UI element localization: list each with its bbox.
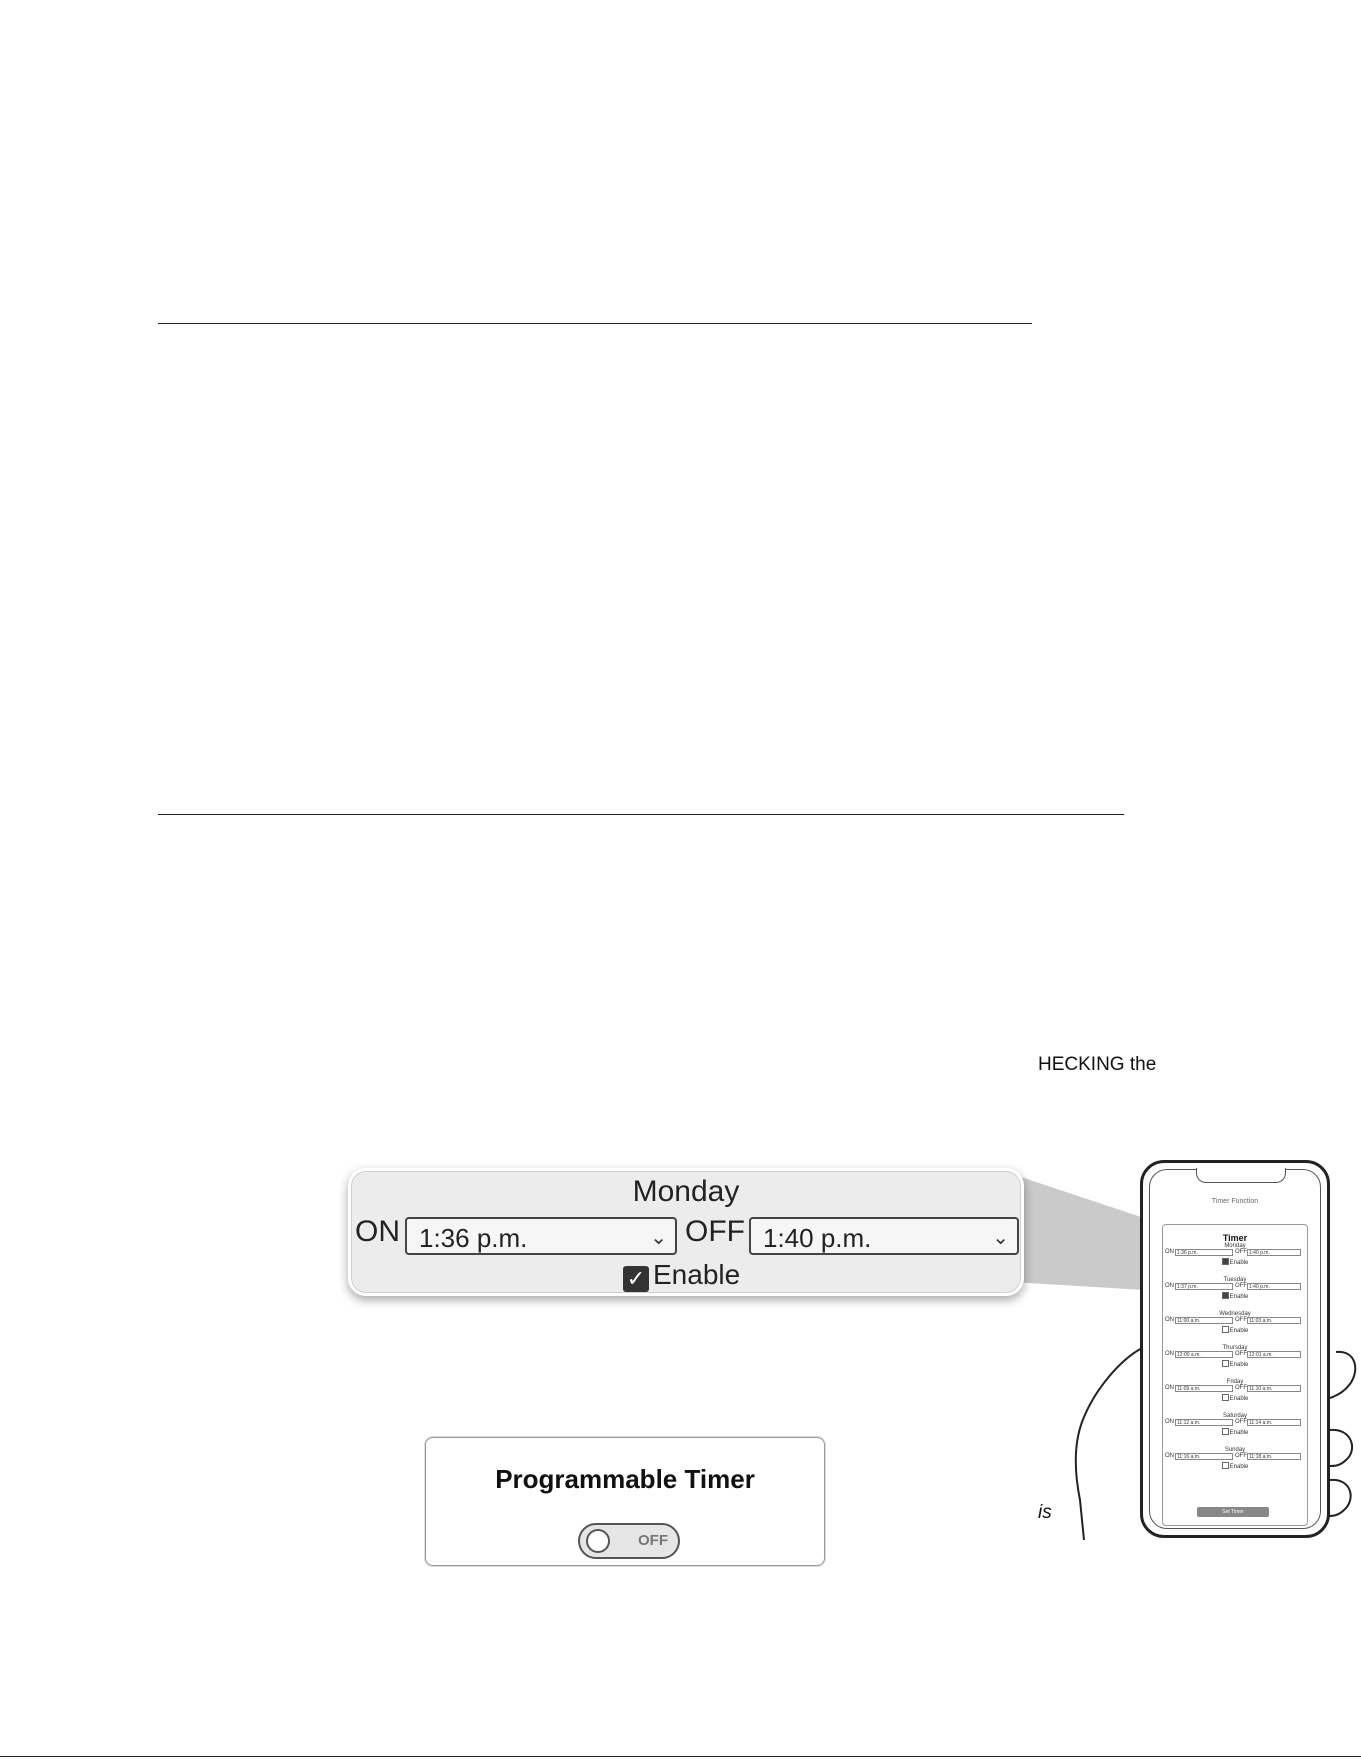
- day-row: [1163, 1419, 1307, 1428]
- phone-panel-title: Timer: [1222, 1233, 1248, 1243]
- toggle-state-label: OFF: [638, 1532, 668, 1549]
- enable-row[interactable]: [1163, 1462, 1307, 1470]
- checkbox-icon[interactable]: [1222, 1462, 1229, 1469]
- on-select[interactable]: 11:16 a.m.: [1175, 1453, 1233, 1460]
- off-select[interactable]: 12:01 a.m.: [1247, 1351, 1301, 1358]
- off-select[interactable]: 11:10 a.m.: [1247, 1385, 1301, 1392]
- off-label: OFF: [1235, 1283, 1247, 1289]
- callout-on-label: ON: [355, 1215, 400, 1248]
- on-label: ON: [1165, 1249, 1174, 1255]
- off-select[interactable]: 1:40 p.m.: [1247, 1283, 1301, 1290]
- phone-timer-panel: [1162, 1224, 1308, 1526]
- day-row: [1163, 1283, 1307, 1292]
- day-row: [1163, 1385, 1307, 1394]
- monday-callout: [348, 1168, 1024, 1296]
- phone-day-sunday: [1163, 1447, 1307, 1481]
- callout-enable-row[interactable]: [623, 1259, 740, 1292]
- checkbox-icon[interactable]: [1222, 1360, 1229, 1367]
- programmable-timer-title: Programmable Timer: [495, 1464, 755, 1494]
- callout-on-select[interactable]: [405, 1217, 677, 1255]
- day-name: Monday: [1224, 1243, 1246, 1249]
- off-select[interactable]: 11:14 a.m.: [1247, 1419, 1301, 1426]
- chevron-down-icon: ⌄: [650, 1227, 667, 1249]
- enable-row[interactable]: [1163, 1360, 1307, 1368]
- phone-day-saturday: [1163, 1413, 1307, 1447]
- programmable-timer-card: [425, 1437, 825, 1566]
- enable-label: Enable: [1229, 1362, 1249, 1368]
- phone-day-wednesday: [1163, 1311, 1307, 1345]
- enable-row[interactable]: [1163, 1428, 1307, 1436]
- is-text-fragment: is: [1038, 1502, 1052, 1523]
- off-label: OFF: [1235, 1453, 1247, 1459]
- day-name: Friday: [1226, 1379, 1244, 1385]
- on-label: ON: [1165, 1453, 1174, 1459]
- enable-label: Enable: [1229, 1396, 1249, 1402]
- enable-label: Enable: [1229, 1294, 1249, 1300]
- day-row: [1163, 1249, 1307, 1258]
- checking-text-fragment: HECKING the: [1038, 1054, 1157, 1075]
- on-select[interactable]: 1:36 p.m.: [1175, 1249, 1233, 1256]
- day-name: Saturday: [1222, 1413, 1247, 1419]
- off-label: OFF: [1235, 1351, 1247, 1357]
- checkbox-checked-icon[interactable]: [1222, 1292, 1229, 1299]
- off-label: OFF: [1235, 1419, 1247, 1425]
- checkbox-checked-icon[interactable]: [1222, 1258, 1229, 1265]
- on-label: ON: [1165, 1419, 1174, 1425]
- off-label: OFF: [1235, 1385, 1247, 1391]
- chevron-down-icon: ⌄: [992, 1227, 1009, 1249]
- on-select[interactable]: 11:00 a.m.: [1175, 1317, 1233, 1324]
- off-label: OFF: [1235, 1317, 1247, 1323]
- on-label: ON: [1165, 1385, 1174, 1391]
- on-label: ON: [1165, 1351, 1174, 1357]
- phone-screen: [1149, 1169, 1321, 1529]
- day-name: Tuesday: [1223, 1277, 1247, 1283]
- on-select[interactable]: 12:00 a.m.: [1175, 1351, 1233, 1358]
- phone-notch: [1196, 1168, 1286, 1183]
- day-row: [1163, 1453, 1307, 1462]
- callout-day-label: Monday: [632, 1175, 740, 1208]
- callout-off-label: OFF: [685, 1215, 745, 1248]
- enable-label: Enable: [1229, 1260, 1249, 1266]
- off-select[interactable]: 1:40 p.m.: [1247, 1249, 1301, 1256]
- on-select[interactable]: 11:12 a.m.: [1175, 1419, 1233, 1426]
- on-label: ON: [1165, 1317, 1174, 1323]
- phone-day-tuesday: [1163, 1277, 1307, 1311]
- callout-off-value: 1:40 p.m.: [763, 1223, 872, 1253]
- phone-header: Timer Function: [1211, 1198, 1259, 1205]
- phone-day-friday: [1163, 1379, 1307, 1413]
- enable-label: Enable: [1229, 1430, 1249, 1436]
- enable-label: Enable: [1229, 1328, 1249, 1334]
- checkbox-checked-icon[interactable]: ✓: [623, 1266, 649, 1292]
- checkbox-icon[interactable]: [1222, 1394, 1229, 1401]
- day-name: Sunday: [1224, 1447, 1246, 1453]
- set-timer-button[interactable]: Set Timer: [1197, 1507, 1269, 1517]
- on-label: ON: [1165, 1283, 1174, 1289]
- day-row: [1163, 1317, 1307, 1326]
- enable-label: Enable: [1229, 1464, 1249, 1470]
- phone-illustration: [1140, 1160, 1330, 1538]
- checkbox-icon[interactable]: [1222, 1326, 1229, 1333]
- on-select[interactable]: 1:37 p.m.: [1175, 1283, 1233, 1290]
- phone-day-monday: [1163, 1243, 1307, 1277]
- toggle-knob: [586, 1529, 610, 1553]
- day-name: Wednesday: [1219, 1311, 1251, 1317]
- callout-on-value: 1:36 p.m.: [419, 1223, 528, 1253]
- on-select[interactable]: 11:09 a.m.: [1175, 1385, 1233, 1392]
- enable-row[interactable]: [1163, 1394, 1307, 1402]
- callout-enable-label: Enable: [653, 1259, 741, 1290]
- enable-row[interactable]: [1163, 1326, 1307, 1334]
- off-label: OFF: [1235, 1249, 1247, 1255]
- off-select[interactable]: 11:03 a.m.: [1247, 1317, 1301, 1324]
- off-select[interactable]: 11:18 a.m.: [1247, 1453, 1301, 1460]
- phone-day-thursday: [1163, 1345, 1307, 1379]
- callout-off-select[interactable]: [749, 1217, 1019, 1255]
- checkbox-icon[interactable]: [1222, 1428, 1229, 1435]
- day-name: Thursday: [1222, 1345, 1248, 1351]
- enable-row[interactable]: [1163, 1292, 1307, 1300]
- programmable-timer-toggle[interactable]: [578, 1523, 680, 1559]
- enable-row[interactable]: [1163, 1258, 1307, 1266]
- day-row: [1163, 1351, 1307, 1360]
